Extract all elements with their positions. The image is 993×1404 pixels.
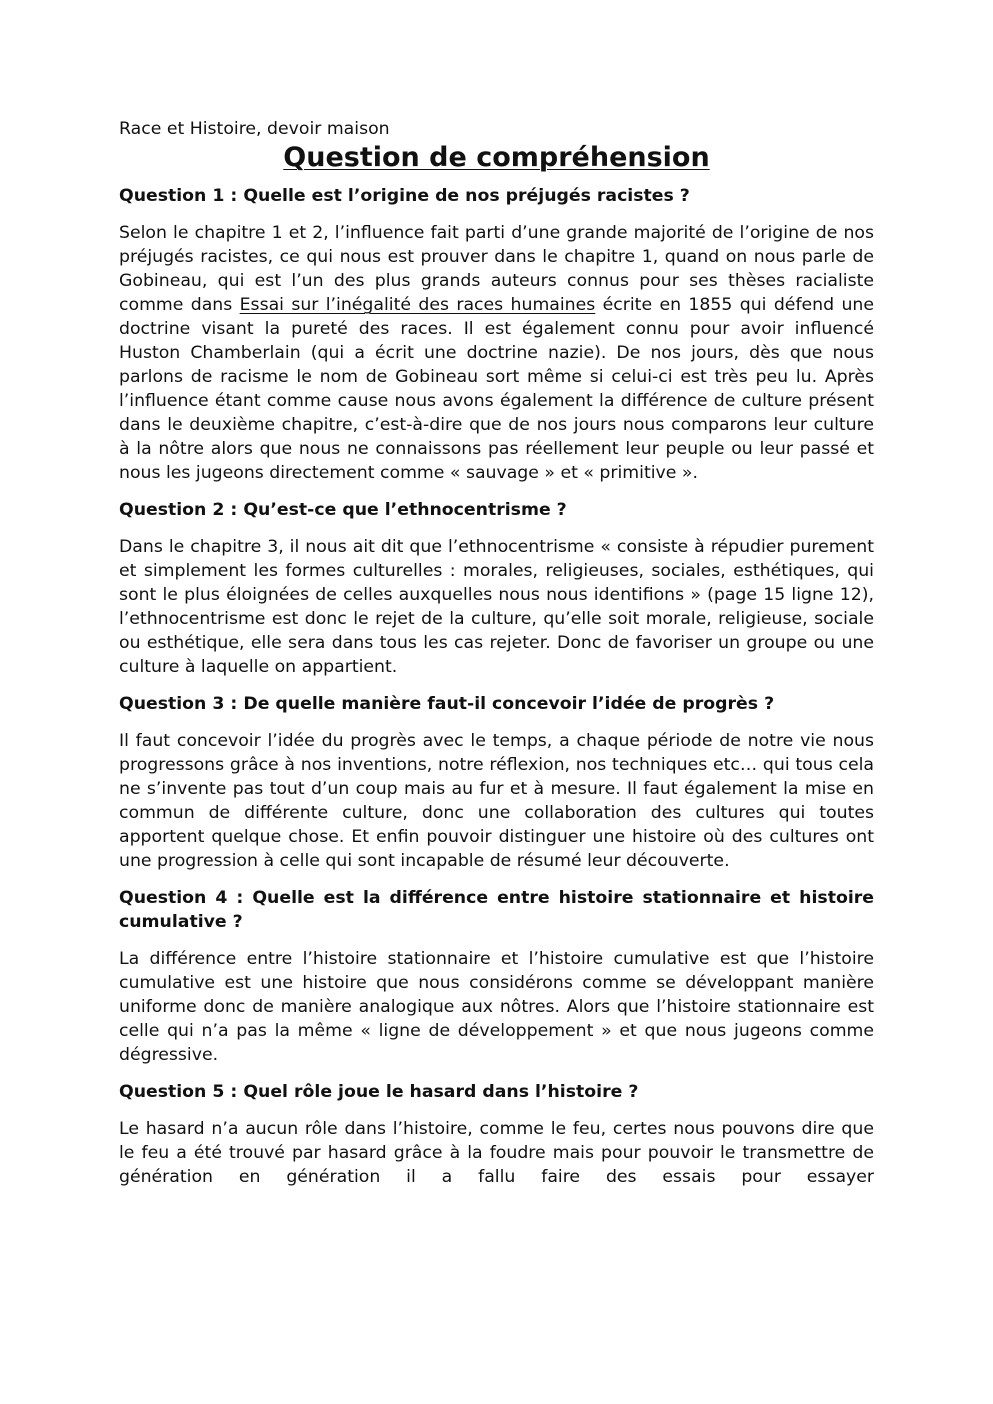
- question-1-answer: [119, 221, 874, 485]
- page-title: Question de compréhension: [283, 142, 710, 173]
- question-2-heading: Question 2 : Qu’est-ce que l’ethnocentrisme ?: [119, 500, 567, 520]
- document-subject: Race et Histoire, devoir maison: [119, 119, 390, 139]
- question-1-heading: Question 1 : Quelle est l’origine de nos préjugés racistes ?: [119, 186, 690, 206]
- question-4-answer: La différence entre l’histoire stationnaire et l’histoire cumulative est que l’histoire cumulative est une histoire que nous considérons comme se développant manière uniforme donc de manière analogique aux nôtres. Alors que l’histoire stationnaire est celle qui n’a pas la même « ligne de développement » et que nous jugeons comme dégressive.: [119, 949, 874, 1065]
- answer-text: Selon le chapitre 1 et 2, l’influence fait parti d’une grande majorité de l’origine de nos préjugés racistes, ce qui nous est prouver dans le chapitre 1, quand on nous parle de Gobineau, qui est l’un des plus grands auteurs connus pour ses thèses racialiste comme dans: [119, 223, 874, 315]
- question-5-heading: Question 5 : Quel rôle joue le hasard dans l’histoire ?: [119, 1082, 639, 1102]
- question-3-answer: Il faut concevoir l’idée du progrès avec le temps, a chaque période de notre vie nous progressons grâce à nos inventions, notre réflexion, nos techniques etc… qui tous cela ne s’invente pas tout d’un coup mais au fur et à mesure. Il faut également la mise en commun de différente culture, donc une collaboration des cultures qui toutes apportent quelque chose. Et enfin pouvoir distinguer une histoire où des cultures ont une progression à celle qui sont incapable de résumé leur découverte.: [119, 731, 874, 871]
- answer-text: écrite en 1855 qui défend une doctrine visant la pureté des races. Il est également connu pour avoir influencé Huston Chamberlain (qui a écrit une doctrine nazie). De nos jours, dès que nous parlons de racisme le nom de Gobineau sort même si celui-ci est très peu lu. Après l’influence étant comme cause nous avons également la différence de culture présent dans le deuxième chapitre, c’est-à-dire que de nos jours nous comparons leur culture à la nôtre alors que nous ne connaissons pas réellement leur peuple ou leur passé et nous les jugeons directement comme « sauvage » et « primitive ».: [119, 295, 874, 483]
- question-3-heading: Question 3 : De quelle manière faut-il concevoir l’idée de progrès ?: [119, 694, 775, 714]
- question-5-answer: Le hasard n’a aucun rôle dans l’histoire, comme le feu, certes nous pouvons dire que le feu a été trouvé par hasard grâce à la foudre mais pour pouvoir le transmettre de génération en génération il a fallu faire des essais pour essayer: [119, 1119, 874, 1187]
- book-title: Essai sur l’inégalité des races humaines: [239, 295, 596, 315]
- question-2-answer: Dans le chapitre 3, il nous ait dit que l’ethnocentrisme « consiste à répudier purement et simplement les formes culturelles : morales, religieuses, sociales, esthétiques, qui sont le plus éloignées de celles auxquelles nous nous identifions » (page 15 ligne 12), l’ethnocentrisme est donc le rejet de la culture, qu’elle soit morale, religieuse, sociale ou esthétique, elle sera dans tous les cas rejeter. Donc de favoriser un groupe ou une culture à laquelle on appartient.: [119, 537, 874, 677]
- question-4-heading: Question 4 : Quelle est la différence entre histoire stationnaire et histoire cumulative ?: [119, 888, 874, 932]
- document-page: [119, 117, 874, 1202]
